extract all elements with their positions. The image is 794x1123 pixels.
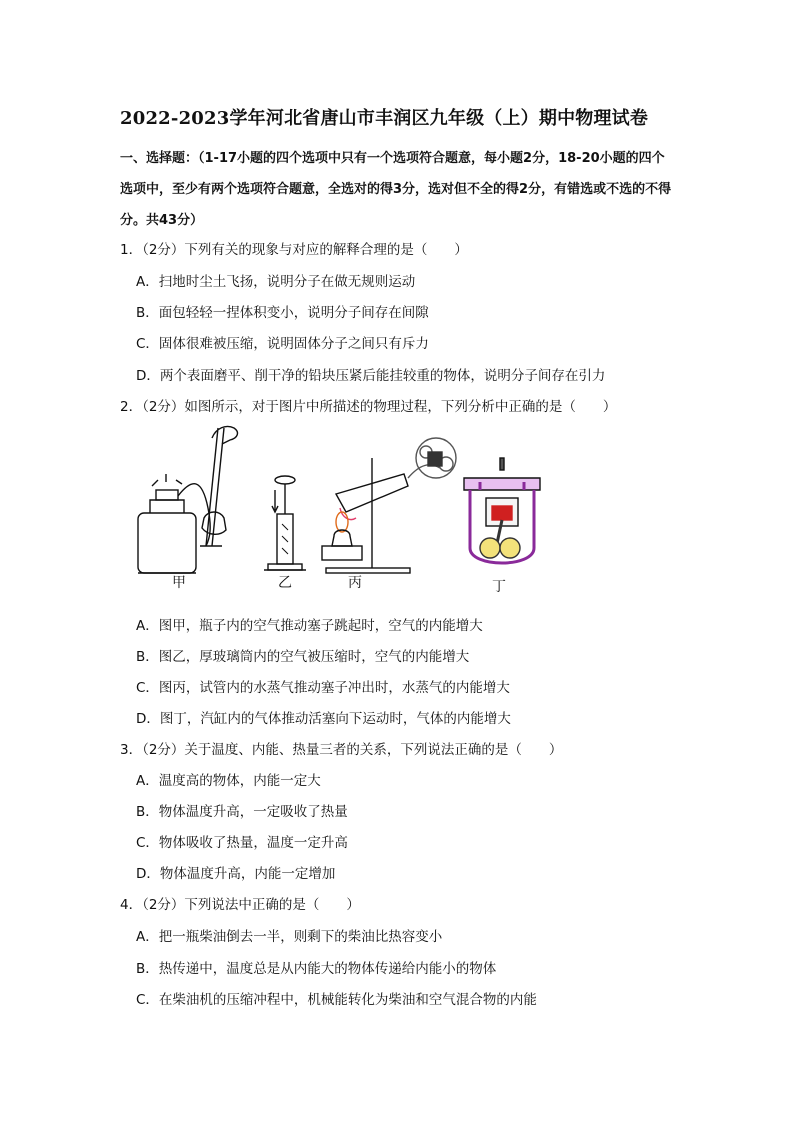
question-2-figure	[130, 418, 570, 593]
question-1-stem: 1．（2分）下列有关的现象与对应的解释合理的是（ ）	[120, 242, 468, 258]
figure-label-ding: 丁	[492, 579, 506, 595]
question-2-option-c: C．图丙，试管内的水蒸气推动塞子冲出时，水蒸气的内能增大	[136, 680, 510, 696]
question-4-option-b: B．热传递中，温度总是从内能大的物体传递给内能小的物体	[136, 961, 497, 977]
question-3-option-c: C．物体吸收了热量，温度一定升高	[136, 835, 348, 851]
question-4-option-c: C．在柴油机的压缩冲程中，机械能转化为柴油和空气混合物的内能	[136, 992, 537, 1008]
question-1-option-a: A．扫地时尘土飞扬，说明分子在做无规则运动	[136, 274, 416, 290]
exam-title: 2022-2023学年河北省唐山市丰润区九年级（上）期中物理试卷	[120, 108, 649, 129]
question-1-option-b: B．面包轻轻一捏体积变小，说明分子间存在间隙	[136, 305, 429, 321]
question-2-option-a: A．图甲，瓶子内的空气推动塞子跳起时，空气的内能增大	[136, 618, 483, 634]
figure-label-bing: 丙	[348, 575, 362, 591]
question-2-option-b: B．图乙，厚玻璃筒内的空气被压缩时，空气的内能增大	[136, 649, 470, 665]
question-2-option-d: D．图丁，汽缸内的气体推动活塞向下运动时，气体的内能增大	[136, 711, 511, 727]
figure-label-yi: 乙	[278, 575, 292, 591]
test-tube-steam-illustration	[322, 438, 456, 573]
experiment-illustrations	[130, 418, 570, 593]
bottle-pump-illustration	[138, 426, 237, 573]
section-heading: 一、选择题：（1-17小题的四个选项中只有一个选项符合题意，每小题2分，18-20小题的四个选项中，至少有两个选项符合题意，全选对的得3分，选对但不全的得2分，有错选或不选的不得分。共43分）	[120, 151, 672, 228]
question-3-stem: 3．（2分）关于温度、内能、热量三者的关系，下列说法正确的是（ ）	[120, 742, 563, 758]
question-1-option-c: C．固体很难被压缩，说明固体分子之间只有斥力	[136, 336, 429, 352]
glass-cylinder-illustration	[264, 476, 306, 570]
question-3-option-a: A．温度高的物体，内能一定大	[136, 773, 321, 789]
question-4-stem: 4．（2分）下列说法中正确的是（ ）	[120, 897, 360, 913]
engine-cylinder-illustration	[464, 458, 540, 563]
question-3-option-b: B．物体温度升高，一定吸收了热量	[136, 804, 348, 820]
question-4-option-a: A．把一瓶柴油倒去一半，则剩下的柴油比热容变小	[136, 929, 443, 945]
question-2-stem: 2．（2分）如图所示，对于图片中所描述的物理过程，下列分析中正确的是（ ）	[120, 399, 617, 415]
question-1-option-d: D．两个表面磨平、削干净的铅块压紧后能挂较重的物体，说明分子间存在引力	[136, 368, 606, 384]
figure-label-jia: 甲	[172, 575, 186, 591]
question-3-option-d: D．物体温度升高，内能一定增加	[136, 866, 336, 882]
